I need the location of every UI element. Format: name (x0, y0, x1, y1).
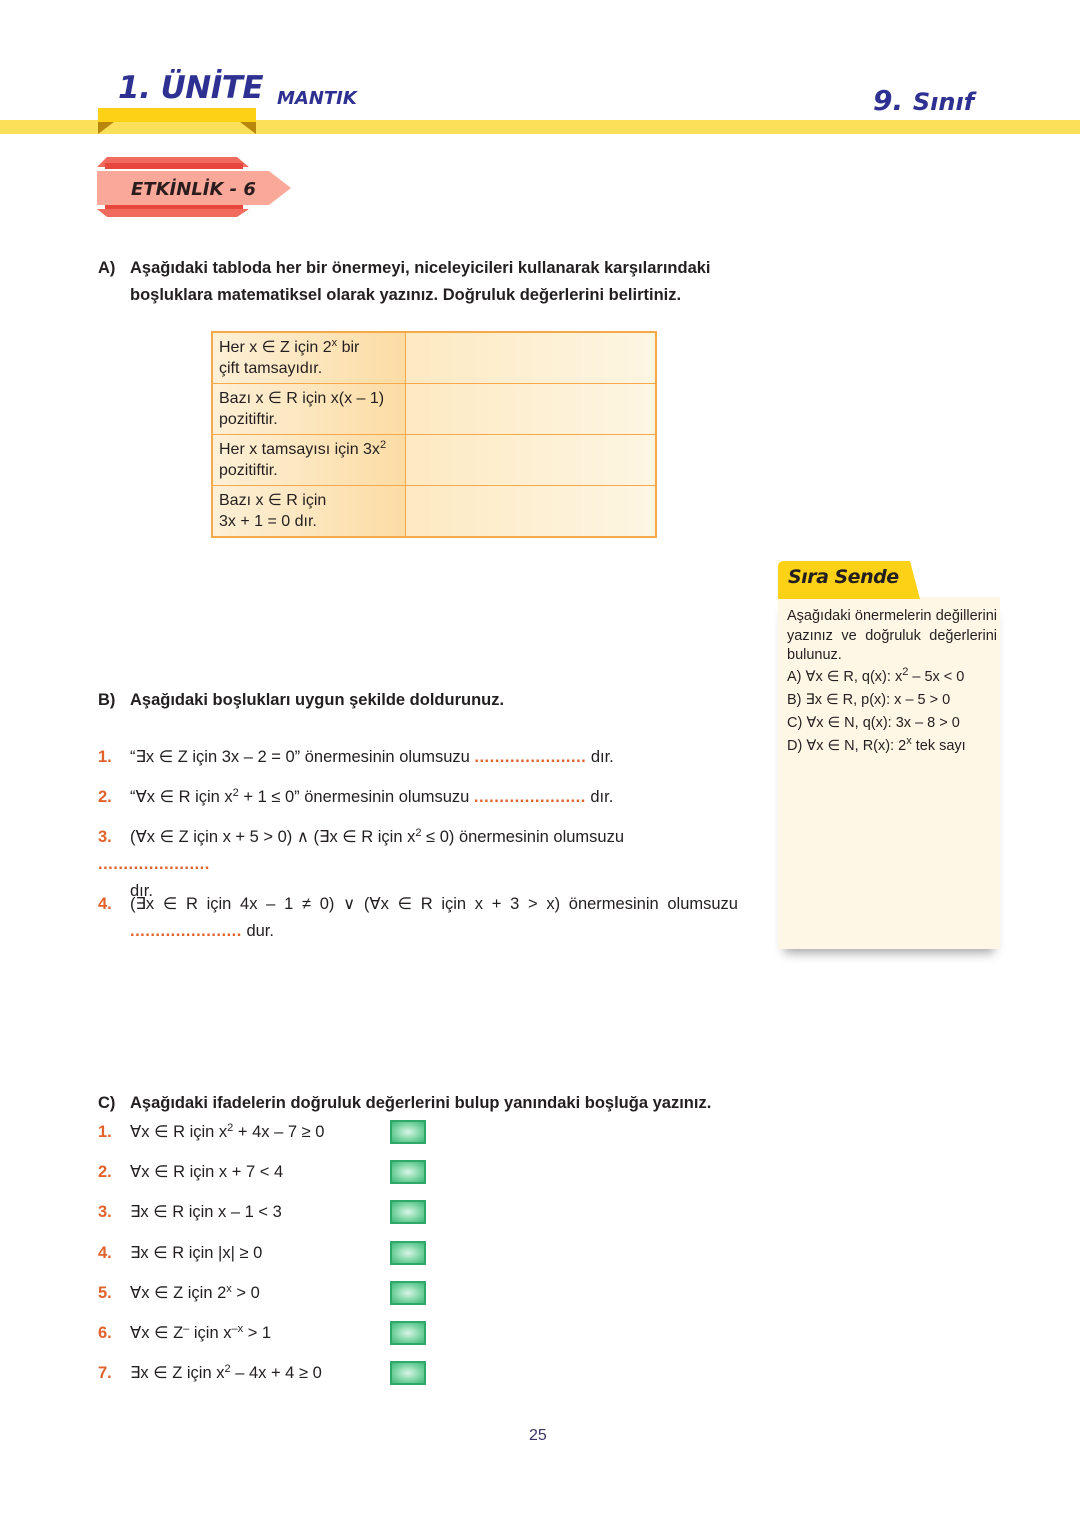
item-text: ≤ 0) önermesinin olumsuzu (421, 828, 625, 846)
superscript: 2 (902, 665, 909, 678)
statement-text: çift tamsayıdır. (219, 360, 323, 377)
section-a-line1: Aşağıdaki tabloda her bir önermeyi, niceleyicileri kullanarak karşılarındaki (130, 259, 711, 277)
section-c-title: Aşağıdaki ifadelerin doğruluk değerlerini bulup yanındaki boşluğa yazınız. (130, 1094, 712, 1112)
sira-sende-item (787, 712, 997, 735)
blank-field[interactable]: ...................... (98, 855, 210, 873)
statement-text: pozitiftir. (219, 462, 278, 479)
item-text: ∃x ∈ Z için x (130, 1364, 225, 1382)
truth-item-5 (98, 1282, 260, 1304)
item-text: + 4x – 7 ≥ 0 (233, 1123, 325, 1141)
answer-box[interactable] (390, 1321, 426, 1345)
activity-badge (97, 157, 291, 217)
statement-text: pozitiftir. (219, 411, 278, 428)
table-row (212, 384, 656, 435)
item-text: “∀x ∈ R için x (130, 788, 233, 806)
header-tab (98, 108, 256, 122)
item-text: (∀x ∈ Z için x + 5 > 0) ∧ (∃x ∈ R için x (130, 828, 416, 846)
superscript: – (183, 1323, 190, 1335)
superscript: x (906, 734, 912, 747)
blank-field[interactable]: ...................... (474, 748, 587, 766)
item-number: 1. (98, 1123, 112, 1141)
page-number: 25 (529, 1427, 547, 1444)
item-number: 4. (98, 895, 112, 913)
table-row (212, 486, 656, 538)
item-line (98, 891, 738, 918)
answer-cell[interactable] (405, 435, 656, 486)
truth-item-1 (98, 1121, 324, 1143)
sira-sende-item (787, 735, 997, 758)
item-text: ∀x ∈ R için x (130, 1123, 228, 1141)
item-text: ∀x ∈ Z için 2 (130, 1284, 227, 1302)
truth-item-7 (98, 1362, 322, 1384)
section-b-instructions (98, 687, 504, 714)
section-a-instructions (98, 255, 711, 309)
answer-box[interactable] (390, 1241, 426, 1265)
truth-item-4 (98, 1242, 262, 1264)
statement-text: Bazı x ∈ R için x(x – 1) (219, 390, 385, 407)
unit-topic: MANTIK (277, 88, 357, 109)
superscript: 2 (232, 787, 239, 799)
statement-cell (212, 486, 405, 538)
item-line (98, 918, 738, 945)
item-text: dır. (586, 748, 614, 766)
sira-sende-title: Sıra Sende (788, 566, 899, 588)
item-text: ∀x ∈ Z (130, 1324, 184, 1342)
section-a-line2: boşluklara matematiksel olarak yazınız. Doğruluk değerlerini belirtiniz. (130, 286, 682, 304)
answer-box[interactable] (390, 1281, 426, 1305)
answer-box[interactable] (390, 1200, 426, 1224)
item-number: 4. (98, 1244, 112, 1262)
sira-sende-item (787, 689, 997, 712)
item-text: B) ∃x ∈ R, p(x): x – 5 > 0 (787, 691, 951, 708)
superscript: 2 (224, 1363, 231, 1375)
statement-text: 3x + 1 = 0 dır. (219, 513, 317, 530)
answer-box[interactable] (390, 1361, 426, 1385)
section-c-label: C) (98, 1094, 116, 1112)
statement-text: Bazı x ∈ R için (219, 492, 327, 509)
item-text: (∃x ∈ R için 4x – 1 ≠ 0) ∨ (∀x ∈ R için x + 3 > x) önermesinin olumsuzu (130, 895, 738, 913)
superscript: –x (231, 1323, 244, 1335)
item-text: A) ∀x ∈ R, q(x): x (787, 668, 903, 685)
superscript: 2 (379, 439, 387, 451)
answer-box[interactable] (390, 1160, 426, 1184)
header-tab-fold-left (98, 122, 114, 134)
item-number: 3. (98, 1203, 112, 1221)
item-text: – 5x < 0 (908, 668, 965, 685)
activity-label: ETKİNLİK - 6 (131, 179, 256, 200)
item-text: ∃x ∈ R için |x| ≥ 0 (130, 1244, 263, 1262)
fill-item-4 (98, 891, 738, 945)
superscript: 2 (227, 1122, 234, 1134)
header-bar (0, 120, 1080, 134)
answer-cell[interactable] (405, 384, 656, 435)
item-number: 7. (98, 1364, 112, 1382)
table-row (212, 435, 656, 486)
item-text: dır. (130, 882, 153, 900)
truth-item-6 (98, 1322, 271, 1344)
item-number: 3. (98, 828, 112, 846)
statement-cell (212, 332, 405, 384)
statements-table (211, 331, 657, 538)
item-number: 6. (98, 1324, 112, 1342)
superscript: x (226, 1283, 232, 1295)
statement-cell (212, 435, 405, 486)
statement-cell (212, 384, 405, 435)
item-text: tek sayı (911, 737, 966, 754)
item-text: için x (189, 1324, 232, 1342)
grade-label (873, 84, 974, 117)
item-text: – 4x + 4 ≥ 0 (230, 1364, 322, 1382)
answer-cell[interactable] (405, 332, 656, 384)
truth-item-3 (98, 1201, 282, 1223)
header-tab-fold-right (240, 122, 256, 134)
section-b-label: B) (98, 691, 116, 709)
item-number: 1. (98, 748, 112, 766)
statement-text: bir (337, 339, 360, 356)
unit-title: 1. ÜNİTE (118, 70, 264, 106)
answer-box[interactable] (390, 1120, 426, 1144)
blank-field[interactable]: ...................... (473, 788, 586, 806)
item-text: C) ∀x ∈ N, q(x): 3x – 8 > 0 (787, 714, 960, 731)
item-text: > 0 (231, 1284, 260, 1302)
fill-item-1 (98, 744, 738, 771)
sira-sende-body (787, 607, 997, 758)
grade-number: 9. (873, 84, 904, 117)
superscript: x (331, 337, 338, 349)
answer-cell[interactable] (405, 486, 656, 538)
item-number: 5. (98, 1284, 112, 1302)
section-a-label: A) (98, 259, 116, 277)
fill-item-2 (98, 784, 738, 811)
sira-sende-item (787, 666, 997, 689)
table-row (212, 332, 656, 384)
superscript: 2 (415, 827, 422, 839)
section-b-title: Aşağıdaki boşlukları uygun şekilde doldurunuz. (130, 691, 505, 709)
section-c-instructions (98, 1090, 711, 1117)
item-text: ∀x ∈ R için x + 7 < 4 (130, 1163, 284, 1181)
item-text: + 1 ≤ 0” önermesinin olumsuzu (238, 788, 474, 806)
item-text: dur. (241, 922, 274, 940)
item-number: 2. (98, 788, 112, 806)
statement-text: Her x ∈ Z için 2 (219, 339, 332, 356)
item-text: “∃x ∈ Z için 3x – 2 = 0” önermesinin olumsuzu (130, 748, 475, 766)
item-text: D) ∀x ∈ N, R(x): 2 (787, 737, 907, 754)
sira-sende-intro: Aşağıdaki önermelerin değillerini yazınız ve doğruluk değerlerini bulunuz. (787, 608, 997, 663)
truth-item-2 (98, 1161, 283, 1183)
item-text: ∃x ∈ R için x – 1 < 3 (130, 1203, 282, 1221)
item-number: 2. (98, 1163, 112, 1181)
grade-word: Sınıf (912, 88, 975, 116)
item-text: dır. (585, 788, 614, 806)
blank-field[interactable]: ...................... (130, 922, 242, 940)
item-text: > 1 (243, 1324, 272, 1342)
statement-text: Her x tamsayısı için 3x (219, 441, 380, 458)
